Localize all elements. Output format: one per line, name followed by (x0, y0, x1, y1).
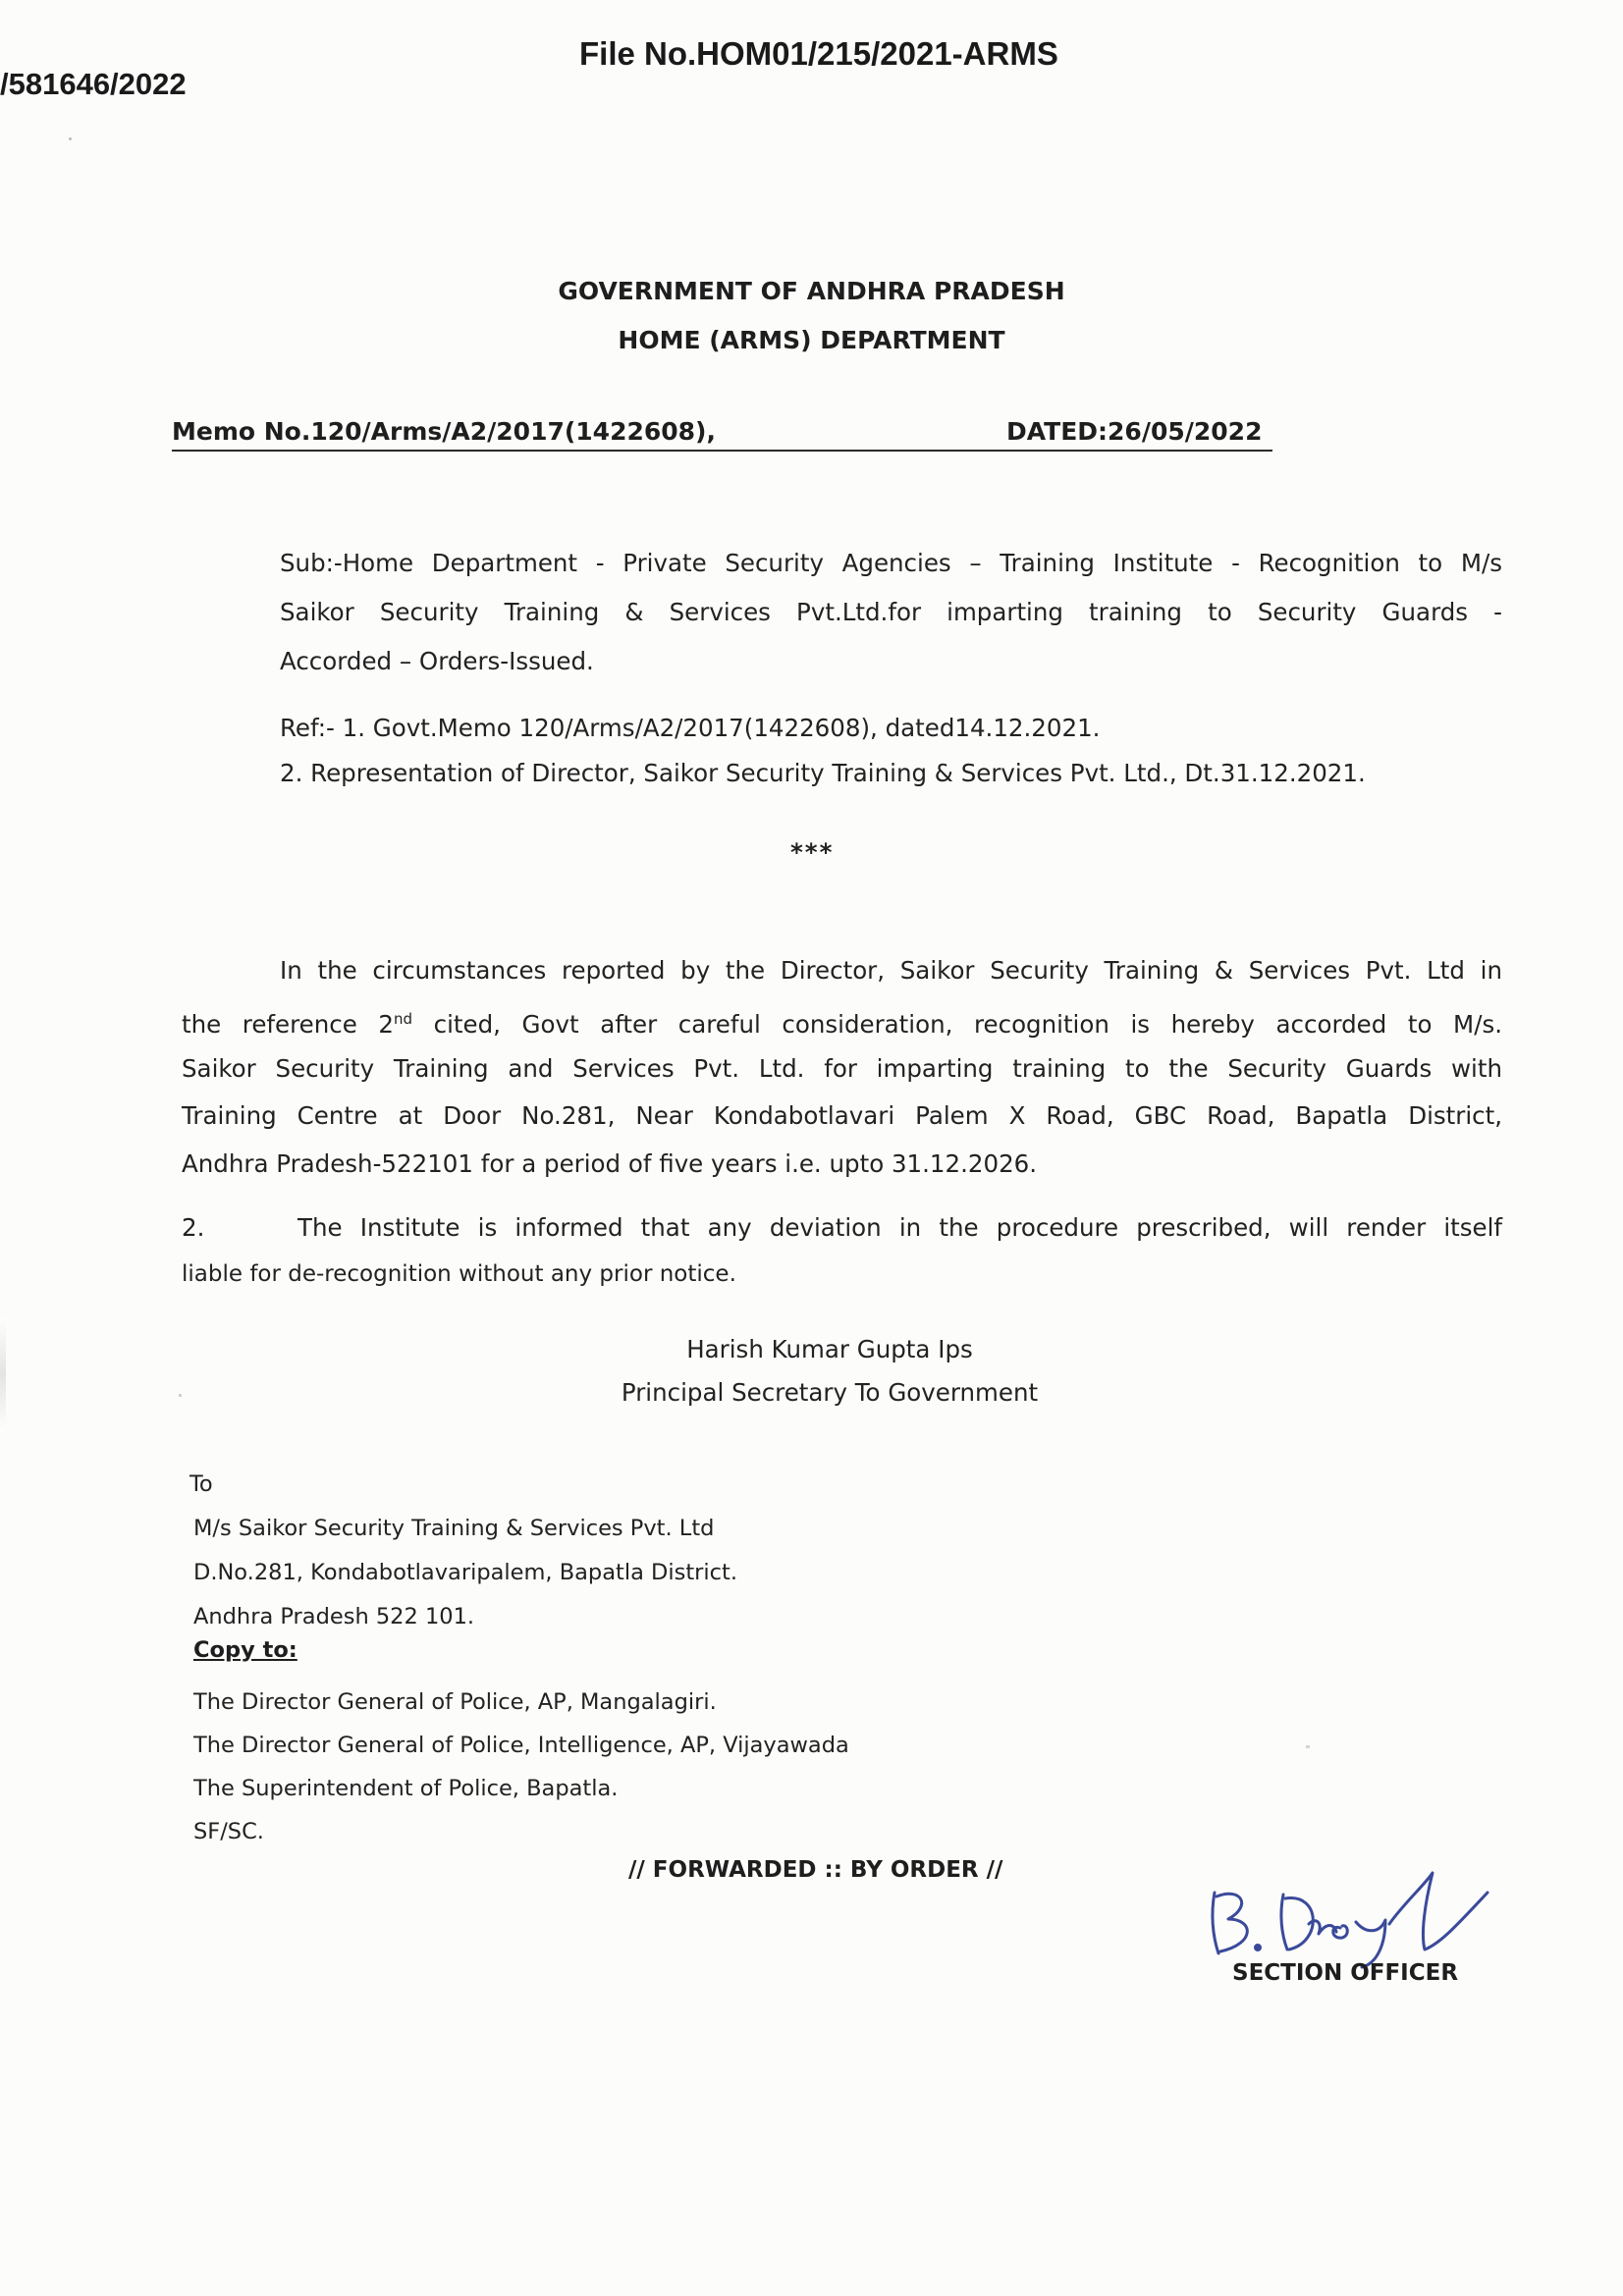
memo-date: DATED:26/05/2022 (1006, 417, 1263, 446)
scan-speck (69, 137, 72, 140)
para1-line-4: Training Centre at Door No.281, Near Kondabotlavari Palem X Road, GBC Road, Bapatla District, (182, 1101, 1502, 1130)
copy-to-label: Copy to: (193, 1637, 298, 1663)
para1-line-3: Saikor Security Training and Services Pvt. Ltd. for imparting training to the Security Guards with (182, 1054, 1502, 1083)
para1-line-2-rest: cited, Govt after careful consideration, recognition is hereby accorded to M/s. (412, 1010, 1502, 1040)
para1-line-5: Andhra Pradesh-522101 for a period of five years i.e. upto 31.12.2026. (182, 1149, 1038, 1178)
signatory-designation: Principal Secretary To Government (621, 1378, 1039, 1407)
to-label: To (189, 1471, 213, 1497)
government-title: GOVERNMENT OF ANDHRA PRADESH (558, 277, 1065, 305)
subject-line-2: Saikor Security Training & Services Pvt.Ltd.for imparting training to Security Guards - (280, 598, 1502, 626)
section-officer-label: SECTION OFFICER (1232, 1960, 1459, 1986)
scan-speck (179, 1394, 182, 1397)
copy-to-item: The Superintendent of Police, Bapatla. (193, 1776, 619, 1801)
para1-line-1: In the circumstances reported by the Director, Saikor Security Training & Services Pvt. Ltd in (280, 956, 1502, 985)
subject-line-3: Accorded – Orders-Issued. (280, 647, 594, 675)
separator-stars: *** (790, 838, 835, 867)
para1-line-2-start: the reference 2 (182, 1010, 394, 1040)
recipient-line-1: M/s Saikor Security Training & Services Pvt. Ltd (193, 1516, 715, 1541)
memo-number: Memo No.120/Arms/A2/2017(1422608), (172, 417, 716, 446)
recipient-line-3: Andhra Pradesh 522 101. (193, 1604, 475, 1629)
para1-line-2 (182, 996, 1502, 1047)
handwritten-signature (1193, 1865, 1507, 1973)
signatory-name: Harish Kumar Gupta Ips (686, 1335, 973, 1363)
subject-line-1: Sub:-Home Department - Private Security Agencies – Training Institute - Recognition to M/s (280, 549, 1502, 577)
para2-line-2: liable for de-recognition without any prior notice. (182, 1261, 736, 1287)
copy-to-item: SF/SC. (193, 1819, 264, 1844)
scan-edge-mark (0, 1315, 6, 1433)
forwarded-by-order: // FORWARDED :: BY ORDER // (628, 1857, 1003, 1883)
recipient-line-2: D.No.281, Kondabotlavaripalem, Bapatla District. (193, 1560, 737, 1585)
department-title: HOME (ARMS) DEPARTMENT (618, 326, 1005, 354)
file-number: File No.HOM01/215/2021-ARMS (579, 35, 1058, 72)
reference-1: Ref:- 1. Govt.Memo 120/Arms/A2/2017(1422608), dated14.12.2021. (280, 714, 1101, 742)
memo-underline (172, 450, 1272, 452)
copy-to-item: The Director General of Police, AP, Mangalagiri. (193, 1689, 717, 1715)
para2-line-1: The Institute is informed that any deviation in the procedure prescribed, will render itself (298, 1213, 1502, 1242)
scan-speck (1306, 1745, 1310, 1748)
reference-2: 2. Representation of Director, Saikor Security Training & Services Pvt. Ltd., Dt.31.12.2021. (280, 759, 1366, 787)
receipt-number: /581646/2022 (0, 67, 187, 101)
para2-number: 2. (182, 1213, 205, 1242)
copy-to-item: The Director General of Police, Intelligence, AP, Vijayawada (193, 1733, 849, 1758)
superscript-nd: nd (393, 1010, 413, 1028)
